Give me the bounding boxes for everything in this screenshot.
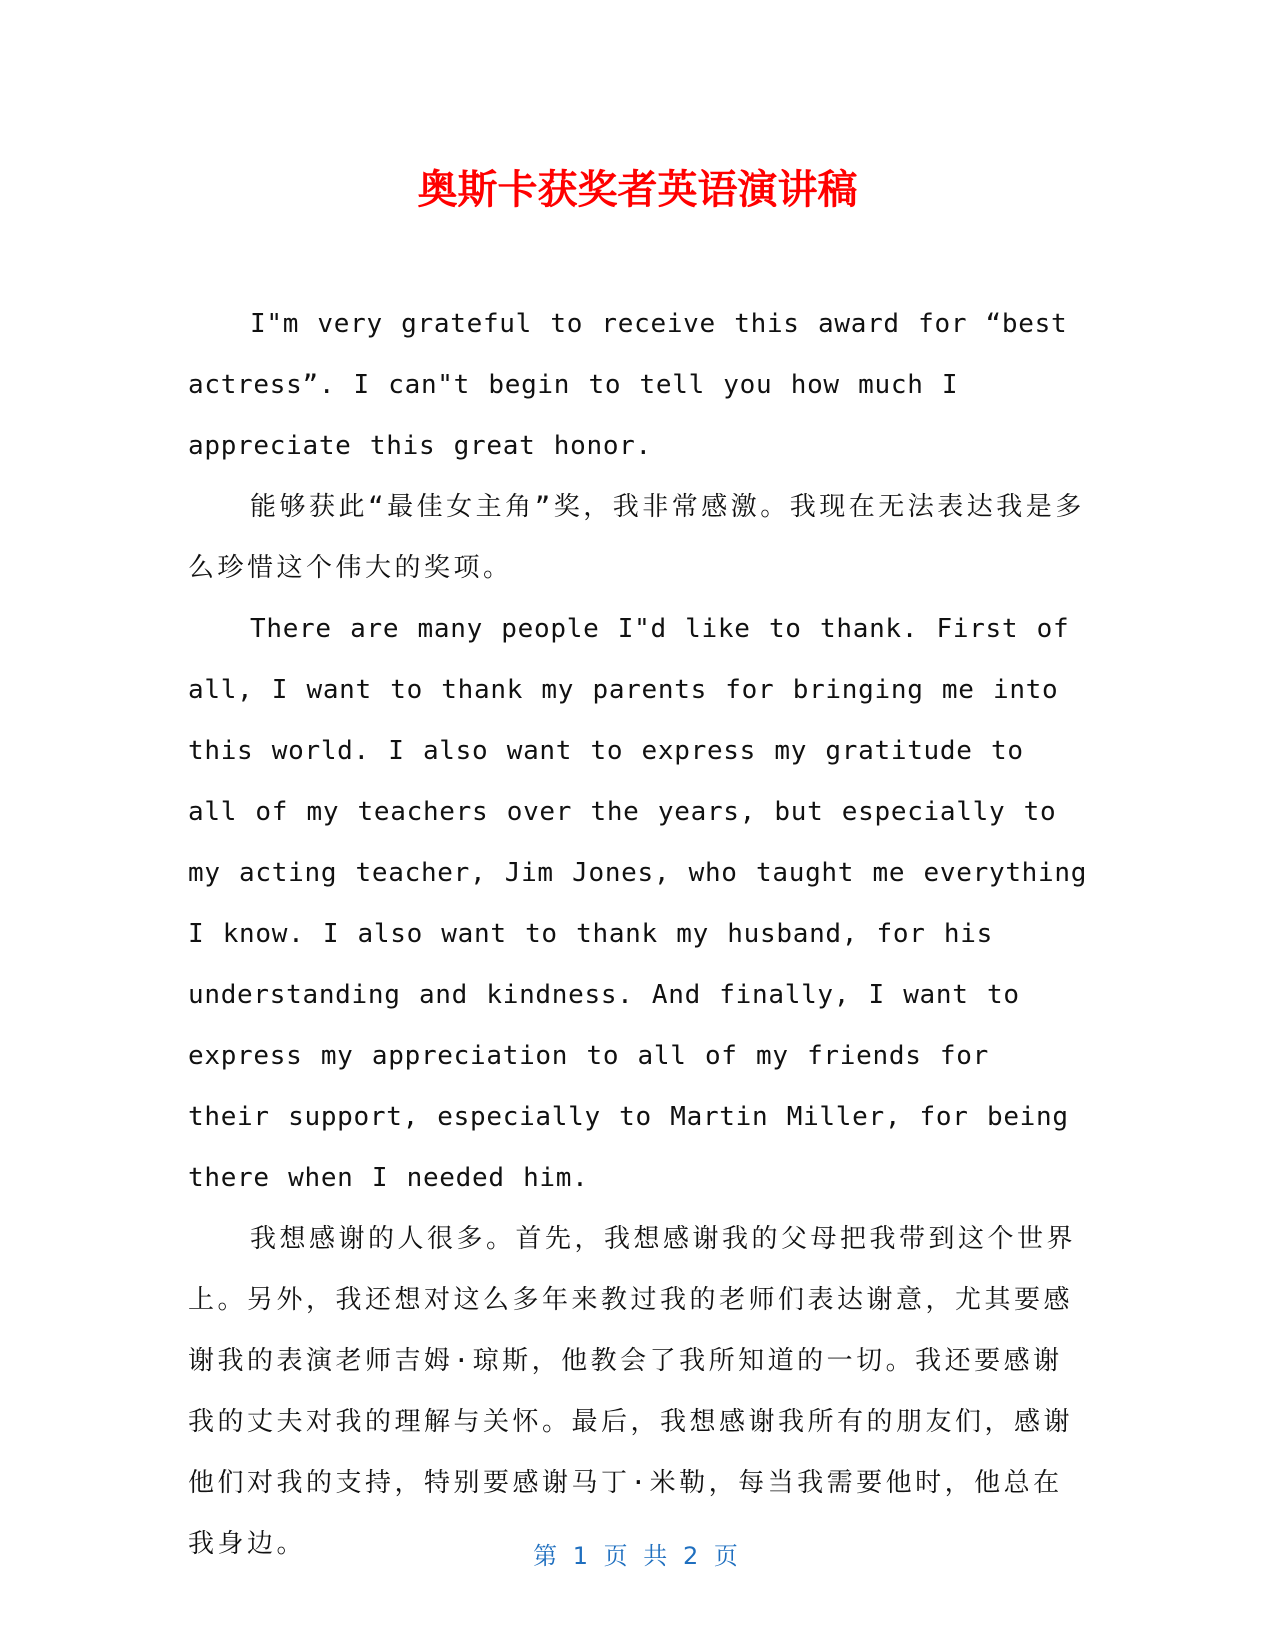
paragraph-english-2: There are many people I"d like to thank. First of all, I want to thank my parents for bringing me into this world. I also want to express my gratitude to all of my teachers over the years, but especially to my acting teacher, Jim Jones, who taught me everything I know. I also want to thank my husband, for his understanding and kindness. And finally, I want to express my appreciation to all of my friends for their support, especially to Martin Miller, for being there when I needed him.: [188, 614, 1088, 1193]
document-body: [188, 294, 1088, 1575]
paragraph-chinese-2: 我想感谢的人很多。首先，我想感谢我的父母把我带到这个世界上。另外，我还想对这么多年来教过我的老师们表达谢意，尤其要感谢我的表演老师吉姆·琼斯，他教会了我所知道的一切。我还要感谢我的丈夫对我的理解与关怀。最后，我想感谢我所有的朋友们，感谢他们对我的支持，特别要感谢马丁·米勒，每当我需要他时，他总在我身边。: [188, 1224, 1077, 1559]
paragraph-chinese-1: 能够获此“最佳女主角”奖，我非常感激。我现在无法表达我是多么珍惜这个伟大的奖项。: [188, 492, 1085, 583]
page-footer: 第 1 页 共 2 页: [533, 1542, 742, 1570]
paragraph-english-1: I"m very grateful to receive this award for “best actress”. I can"t begin to tell you how much I appreciate this great honor.: [188, 309, 1068, 461]
document-title: 奥斯卡获奖者英语演讲稿: [417, 167, 858, 213]
